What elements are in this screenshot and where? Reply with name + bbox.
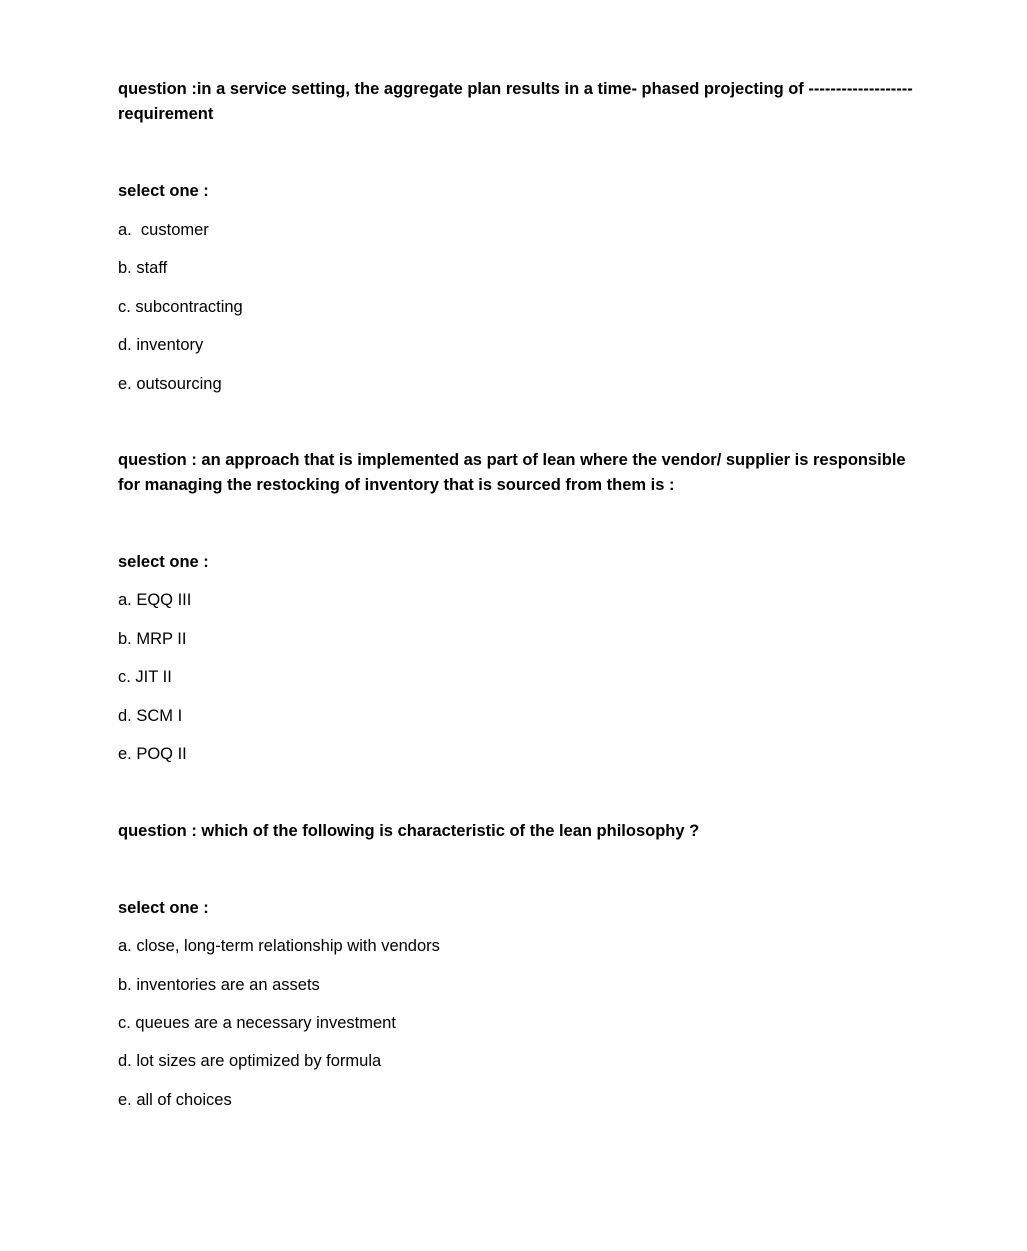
question-2-text: question : an approach that is implemented as part of lean where the vendor/ supplier is responsible for managing the restocking of inventory that is sourced from them is : — [118, 451, 906, 494]
question-1-text: question :in a service setting, the aggregate plan results in a time- phased projecting of ------------------- requirement — [118, 80, 913, 123]
question-3-option-c: c. queues are a necessary investment — [118, 1014, 396, 1032]
question-2-option-e: e. POQ II — [118, 745, 187, 763]
question-1-option-d: d. inventory — [118, 336, 204, 354]
question-1-option-c: c. subcontracting — [118, 298, 243, 316]
question-3-option-a: a. close, long-term relationship with vendors — [118, 937, 440, 955]
question-3-select-label: select one : — [118, 899, 209, 917]
question-2-option-c: c. JIT II — [118, 668, 172, 686]
question-1-option-e: e. outsourcing — [118, 375, 222, 393]
question-1-option-b: b. staff — [118, 259, 168, 277]
question-1-option-a: a. customer — [118, 221, 209, 239]
question-3-text: question : which of the following is characteristic of the lean philosophy ? — [118, 822, 700, 840]
question-1-select-label: select one : — [118, 182, 209, 200]
question-3-option-b: b. inventories are an assets — [118, 976, 320, 994]
question-3-option-d: d. lot sizes are optimized by formula — [118, 1052, 382, 1070]
question-3-option-e: e. all of choices — [118, 1091, 232, 1109]
question-2-select-label: select one : — [118, 553, 209, 571]
question-2-option-b: b. MRP II — [118, 630, 187, 648]
question-2-option-d: d. SCM I — [118, 707, 183, 725]
question-2-option-a: a. EQQ III — [118, 591, 192, 609]
